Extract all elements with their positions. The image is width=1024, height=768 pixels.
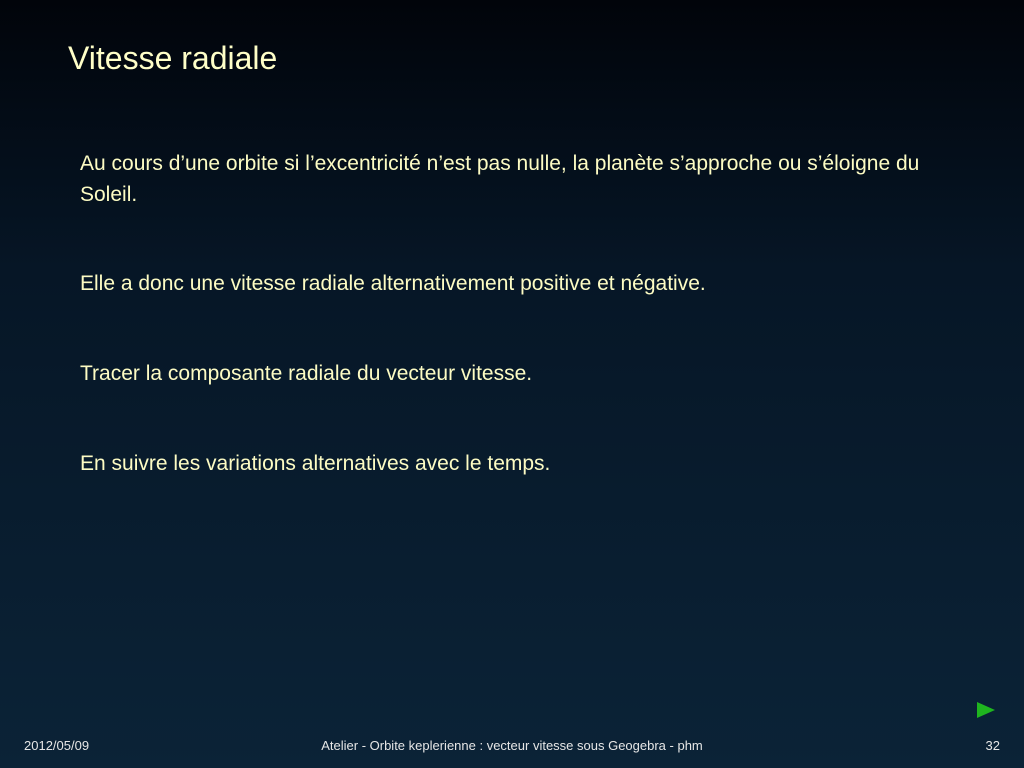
footer-date: 2012/05/09 <box>24 738 90 753</box>
paragraph-radial-velocity: Elle a donc une vitesse radiale alternativement positive et négative. <box>80 272 706 295</box>
slide-title: Vitesse radiale <box>68 40 278 76</box>
footer-title: Atelier - Orbite keplerienne : vecteur vitesse sous Geogebra - phm <box>321 738 703 753</box>
paragraph-orbit-eccentricity: Au cours d’une orbite si l’excentricité n’est pas nulle, la planète s’approche ou s’éloigne du Soleil. <box>80 152 920 206</box>
next-slide-button[interactable] <box>972 696 1000 724</box>
paragraph-follow-variations: En suivre les variations alternatives avec le temps. <box>80 452 551 475</box>
paragraph-trace-component: Tracer la composante radiale du vecteur vitesse. <box>80 362 533 385</box>
play-triangle-icon <box>976 701 996 719</box>
slide-number: 32 <box>985 738 1000 753</box>
